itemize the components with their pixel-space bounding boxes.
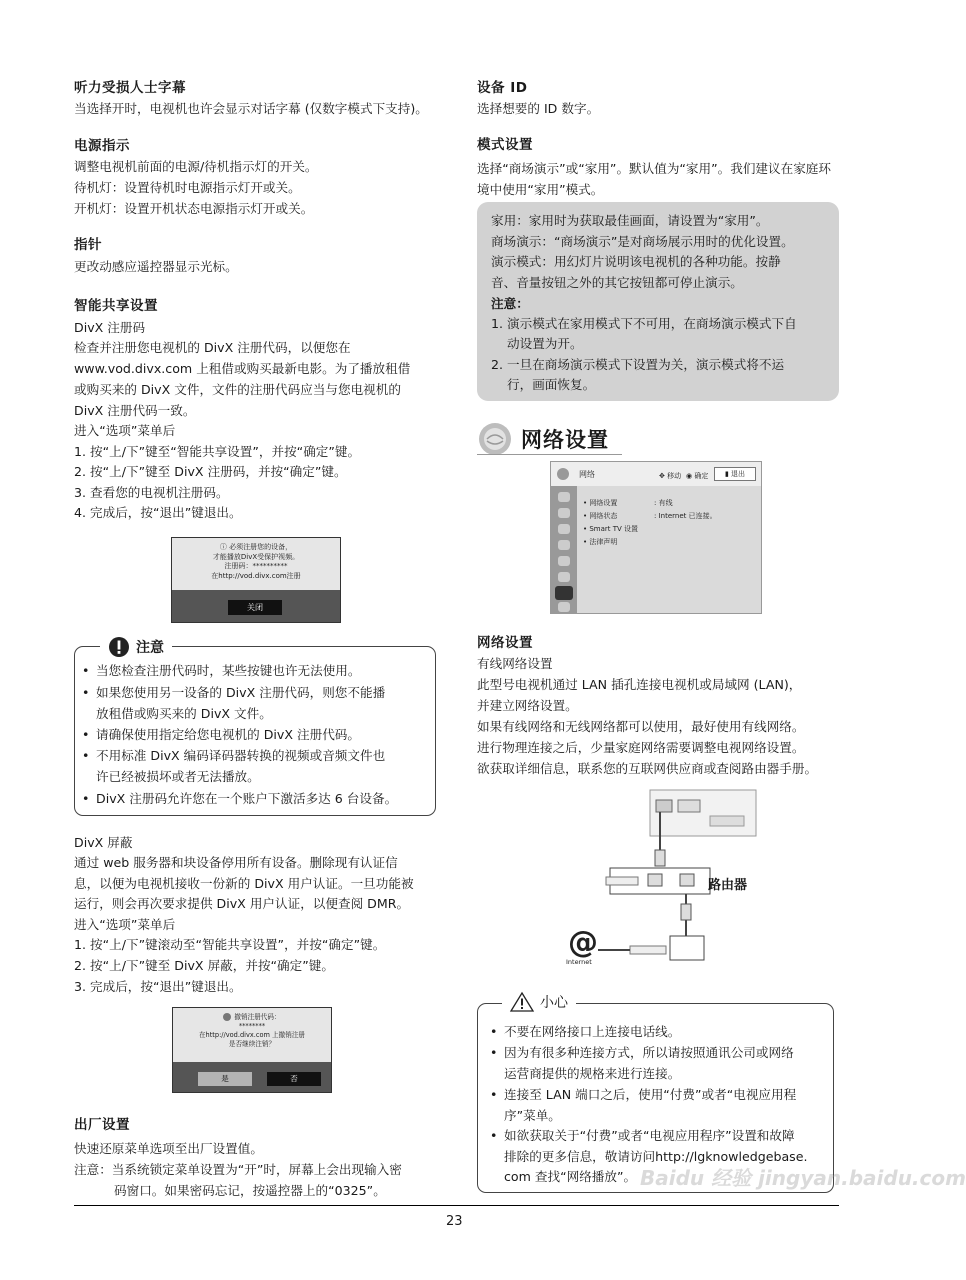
divx-dereg-line: 通过 web 服务器和块设备停用所有设备。删除现有认证信 [74, 855, 398, 870]
globe-icon [477, 421, 513, 457]
network-menu-icon [557, 468, 569, 480]
ok-hint: ◉ 确定 [686, 472, 709, 480]
router-label: 路由器 [708, 878, 748, 893]
network-tab-icon[interactable] [555, 586, 573, 600]
menu-item-smarttv[interactable]: • Smart TV 设置 [583, 525, 639, 533]
factory-text: 快速还原菜单选项至出厂设置值。 [74, 1141, 263, 1156]
section-title-power-indicator: 电源指示 [74, 138, 130, 154]
baidu-watermark: Baidu 经验 jingyan.baidu.com [640, 1166, 966, 1190]
caution-item: • 因为有很多种连接方式，所以请按照通讯公司或网络 运营商提供的规格来进行连接。 [504, 1043, 829, 1084]
channel-icon[interactable] [558, 524, 570, 534]
wired-line: 如果有线网络和无线网络都可以使用，最好使用有线网络。 [477, 719, 805, 734]
close-button[interactable]: 关闭 [228, 600, 282, 615]
note-item: • 当您检查注册代码时，某些按键也许无法使用。 [96, 661, 426, 682]
mode-info-line: 注意： [491, 296, 529, 311]
at-sign-icon: @ [568, 925, 598, 960]
section-title-device-id: 设备 ID [477, 80, 528, 96]
dialog-line: 才能播放DivX受保护视频。 [212, 552, 300, 561]
wired-line: 并建立网络设置。 [477, 698, 578, 713]
network-menu-screenshot [550, 461, 762, 614]
footer-rule [74, 1205, 839, 1206]
power-indicator-line: 开机灯：设置开机状态电源指示灯开或关。 [74, 201, 314, 216]
divx-reg-line: 检查并注册您电视机的 DivX 注册代码，以便您在 [74, 340, 351, 355]
note-item: • DivX 注册码允许您在一个账户下激活多达 6 台设备。 [96, 789, 426, 810]
mode-info-line: 音、音量按钮之外的其它按钮都可停止演示。 [491, 275, 743, 290]
caution-item: • 不要在网络接口上连接电话线。 [504, 1022, 829, 1043]
mode-info-line: 演示模式：用幻灯片说明该电视机的各种功能。按静 [491, 254, 781, 269]
note-item: • 如果您使用另一设备的 DivX 注册代码，则您不能播 放租借或购买来的 DivX 文件。 [96, 683, 426, 724]
divx-reg-line: DivX 注册代码一致。 [74, 403, 196, 418]
power-indicator-line: 调整电视机前面的电源/待机指示灯的开关。 [74, 159, 318, 174]
section-title-mode-setting: 模式设置 [477, 137, 533, 153]
heading-rule [477, 454, 622, 455]
sound-icon[interactable] [558, 508, 570, 518]
warning-triangle-icon [510, 992, 534, 1012]
device-id-text: 选择想要的 ID 数字。 [477, 101, 600, 116]
warning-circle-icon [108, 636, 130, 658]
note-title: 注意 [136, 640, 164, 656]
divx-reg-line: www.vod.divx.com 上租借或购买最新电影。为了播放租借 [74, 361, 411, 376]
ok-icon: ◉ [686, 472, 693, 480]
divx-reg-line: 3. 查看您的电视机注册码。 [74, 485, 229, 500]
network-heading: 网络设置 [521, 428, 609, 452]
divx-reg-line: 4. 完成后，按“退出”键退出。 [74, 505, 242, 520]
wired-network-title: 有线网络设置 [477, 656, 553, 671]
section-text-pointer: 更改动感应遥控器显示光标。 [74, 259, 238, 274]
exit-button[interactable]: ▮ 退出 [714, 467, 756, 481]
option-icon[interactable] [558, 572, 570, 582]
divx-reg-line: 1. 按“上/下”键至“智能共享设置”，并按“确定”键。 [74, 444, 361, 459]
note-item: • 不用标准 DivX 编码译码器转换的视频或音频文件也 许已经被损坏或者无法播放。 [96, 746, 426, 787]
note-header [100, 636, 172, 658]
dialog-code: ******** [238, 1022, 266, 1030]
menu-item-network-status[interactable]: • 网络状态 [583, 512, 618, 520]
mode-info-line: 商场演示：“商场演示”是对商场展示用时的优化设置。 [491, 234, 794, 249]
menu-item-legal[interactable]: • 法律声明 [583, 538, 618, 546]
power-indicator-line: 待机灯：设置待机时电源指示灯开或关。 [74, 180, 301, 195]
divx-deregistration-title: DivX 屏蔽 [74, 835, 133, 850]
move-icon: ✥ [659, 472, 665, 480]
divx-dereg-line: 运行，则会再次要求提供 DivX 用户认证，以便查阅 DMR。 [74, 896, 410, 911]
mode-info-line: 行，画面恢复。 [507, 377, 596, 392]
mode-info-line: 2. 一旦在商场演示模式下设置为关，演示模式将不运 [491, 357, 785, 372]
mode-line: 选择“商场演示”或“家用”。默认值为“家用”。我们建议在家庭环 [477, 161, 831, 176]
page-number: 23 [446, 1214, 463, 1229]
dialog-title: 撤销注册代码： [173, 1013, 331, 1022]
factory-note: 注意：当系统锁定菜单设置为“开”时，屏幕上会出现输入密 [74, 1162, 402, 1177]
divx-dereg-line: 3. 完成后，按“退出”键退出。 [74, 979, 242, 994]
network-subsection-title: 网络设置 [477, 635, 533, 651]
section-title-factory-reset: 出厂设置 [74, 1117, 130, 1133]
wired-line: 此型号电视机通过 LAN 插孔连接电视机或局域网 (LAN)， [477, 677, 802, 692]
section-title-smartshare: 智能共享设置 [74, 298, 158, 314]
picture-icon[interactable] [558, 492, 570, 502]
divx-reg-line: 2. 按“上/下”键至 DivX 注册码，并按“确定”键。 [74, 464, 347, 479]
dialog-line: 在http://vod.divx.com注册 [211, 571, 301, 580]
menu-value: : Internet 已连接。 [654, 512, 717, 520]
yes-button[interactable]: 是 [198, 1072, 252, 1086]
divx-deregistration-dialog [172, 1007, 332, 1093]
caution-header [502, 992, 576, 1012]
mode-line: 境中使用“家用”模式。 [477, 182, 604, 197]
wired-line: 欲获取详细信息，联系您的互联网供应商或查阅路由器手册。 [477, 761, 818, 776]
no-button[interactable]: 否 [267, 1072, 321, 1086]
section-title-hearing-subtitles: 听力受损人士字幕 [74, 80, 186, 96]
menu-title: 网络 [579, 470, 595, 479]
internet-label: Internet [566, 958, 592, 966]
caution-item: • 如欲获取关于“付费”或者“电视应用程序”设置和故障 排除的更多信息，敬请访问http://lgknowledgebase. com 查找“网络播放”。 [504, 1126, 829, 1188]
divx-dereg-line: 1. 按“上/下”键滚动至“智能共享设置”，并按“确定”键。 [74, 937, 386, 952]
divx-dereg-line: 2. 按“上/下”键至 DivX 屏蔽，并按“确定”键。 [74, 958, 334, 973]
divx-registration-title: DivX 注册码 [74, 320, 146, 335]
dialog-line: ⓘ 必须注册您的设备， [219, 543, 293, 551]
lock-icon[interactable] [558, 556, 570, 566]
section-title-pointer: 指针 [74, 237, 102, 253]
time-icon[interactable] [558, 540, 570, 550]
dialog-line: 注册码：********** [224, 562, 288, 570]
menu-value: : 有线 [654, 499, 673, 507]
divx-reg-line: 或购买来的 DivX 文件，文件的注册代码应当与您电视机的 [74, 382, 401, 397]
divx-dereg-line: 息，以便为电视机接收一份新的 DivX 用户认证。一旦功能被 [74, 876, 414, 891]
note-item: • 请确保使用指定给您电视机的 DivX 注册代码。 [96, 725, 426, 746]
divx-reg-line: 进入“选项”菜单后 [74, 423, 176, 438]
move-hint: ✥ 移动 [659, 472, 682, 480]
dialog-line: 是否继续注销？ [228, 1040, 276, 1048]
dialog-line: 在http://vod.divx.com 上撤销注册 [198, 1031, 306, 1039]
support-icon[interactable] [558, 602, 570, 612]
wired-line: 进行物理连接之后，少量家庭网络需要调整电视网络设置。 [477, 740, 805, 755]
caution-item: • 连接至 LAN 端口之后，使用“付费”或者“电视应用程 序”菜单。 [504, 1085, 829, 1126]
info-icon [223, 1013, 231, 1021]
mode-info-line: 动设置为开。 [507, 336, 583, 351]
divx-registration-dialog [171, 537, 341, 623]
caution-title: 小心 [540, 995, 568, 1011]
mode-info-line: 家用：家用时为获取最佳画面，请设置为“家用”。 [491, 213, 769, 228]
divx-dereg-line: 进入“选项”菜单后 [74, 917, 176, 932]
section-text-hearing-subtitles: 当选择开时，电视机也许会显示对话字幕 (仅数字模式下支持)。 [74, 101, 428, 116]
menu-item-network-setting[interactable]: • 网络设置 [583, 499, 618, 507]
factory-note: 码窗口。如果密码忘记，按遥控器上的“0325”。 [114, 1183, 386, 1198]
mode-info-line: 1. 演示模式在家用模式下不可用，在商场演示模式下自 [491, 316, 797, 331]
